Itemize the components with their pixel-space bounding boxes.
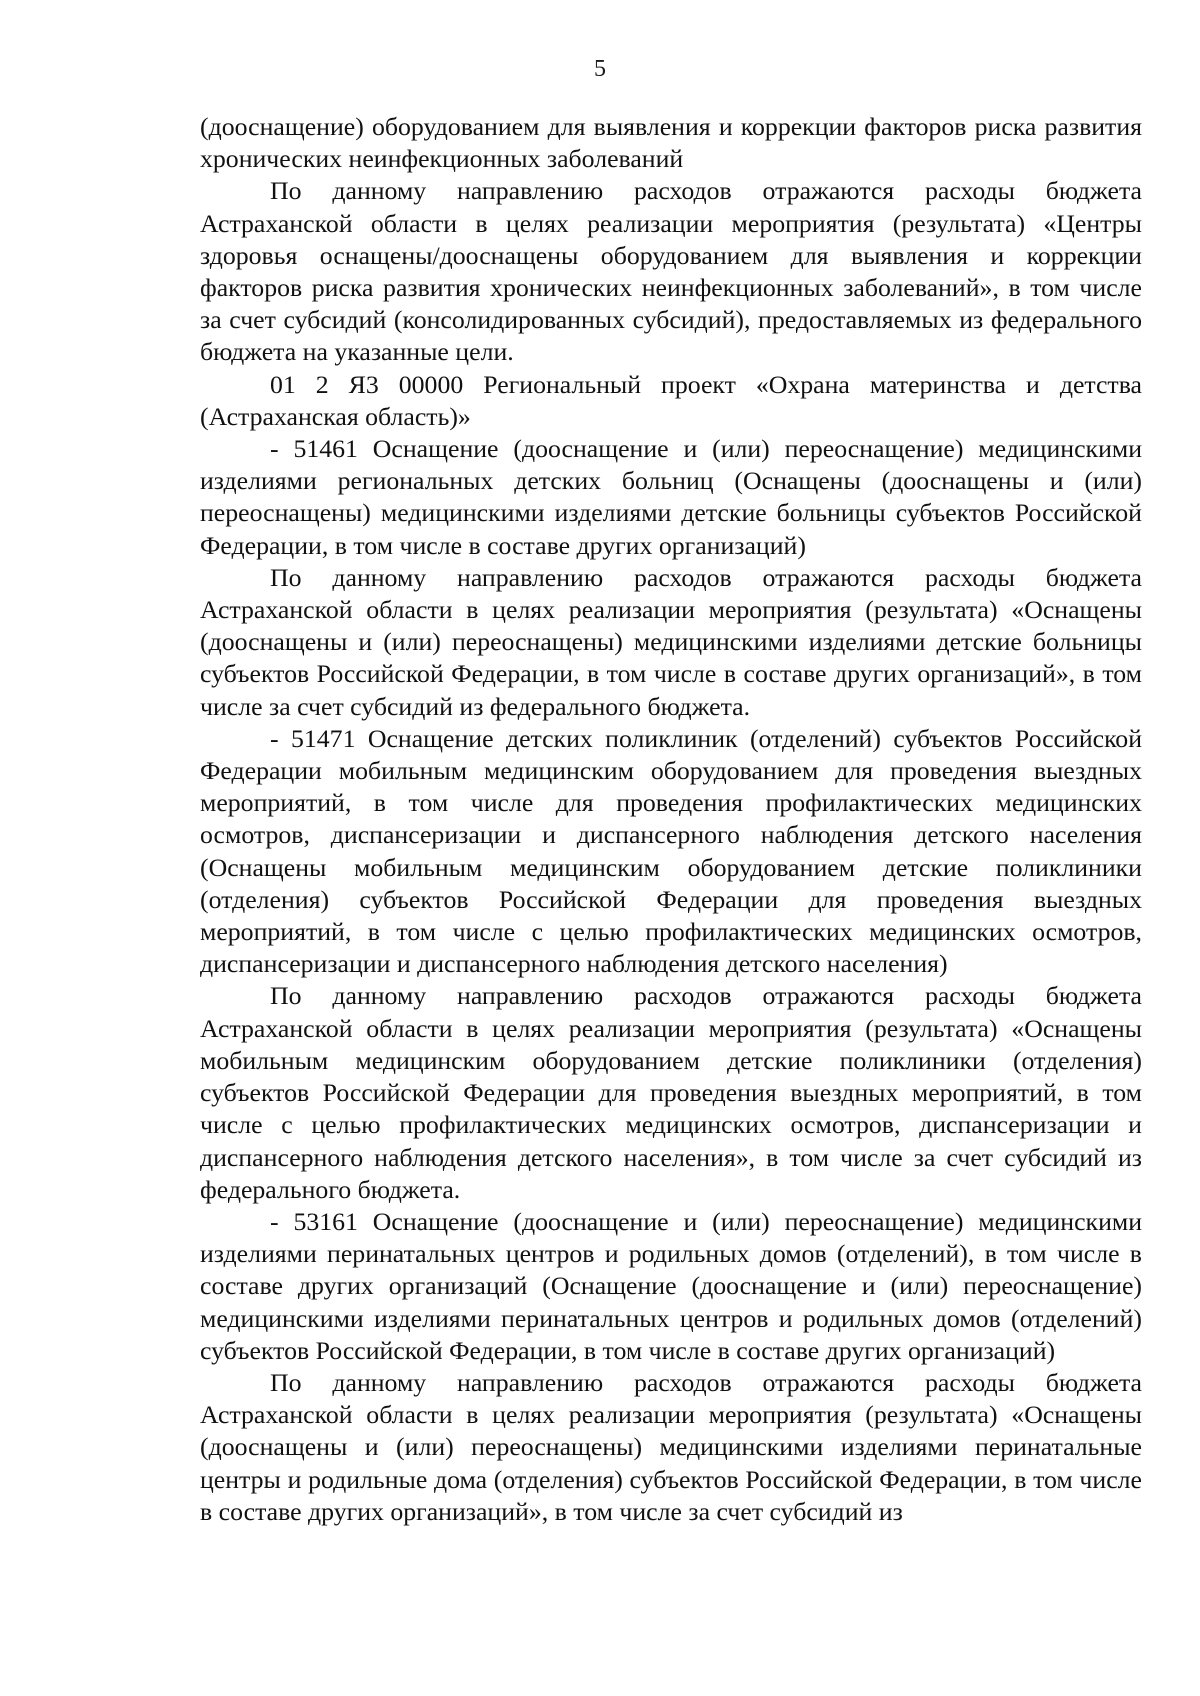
document-body (200, 111, 1142, 1528)
paragraph: По данному направлению расходов отражаются расходы бюджета Астраханской области в целях реализации мероприятия (результата) «Оснащены (дооснащены и (или) переоснащены) медицинскими изделиями детские больницы субъектов Российской Федерации, в том числе в составе других организаций», в том числе за счет субсидий из федерального бюджета. (200, 562, 1142, 721)
paragraph: - 53161 Оснащение (дооснащение и (или) переоснащение) медицинскими изделиями перинатальных центров и родильных домов (отделений), в том числе в составе других организаций (Оснащение (дооснащение и (или) переоснащение) медицинскими изделиями перинатальных центров и родильных домов (отделений) субъектов Российской Федерации, в том числе в составе других организаций) (200, 1206, 1142, 1365)
paragraph: - 51461 Оснащение (дооснащение и (или) переоснащение) медицинскими изделиями региональных детских больниц (Оснащены (дооснащены и (или) переоснащены) медицинскими изделиями детские больницы субъектов Российской Федерации, в том числе в составе других организаций) (200, 434, 1142, 560)
paragraph: По данному направлению расходов отражаются расходы бюджета Астраханской области в целях реализации мероприятия (результата) «Оснащены (дооснащены и (или) переоснащены) медицинскими изделиями перинатальные центры и родильные дома (отделения) субъектов Российской Федерации, в том числе в составе других организаций», в том числе за счет субсидий из (200, 1367, 1142, 1526)
page-number: 5 (594, 56, 606, 82)
paragraph: 01 2 Я3 00000 Региональный проект «Охрана материнства и детства (Астраханская область)» (200, 369, 1142, 431)
paragraph: По данному направлению расходов отражаются расходы бюджета Астраханской области в целях реализации мероприятия (результата) «Центры здоровья оснащены/дооснащены оборудованием для выявления и коррекции факторов риска развития хронических неинфекционных заболеваний», в том числе за счет субсидий (консолидированных субсидий), предоставляемых из федерального бюджета на указанные цели. (200, 176, 1142, 367)
paragraph: По данному направлению расходов отражаются расходы бюджета Астраханской области в целях реализации мероприятия (результата) «Оснащены мобильным медицинским оборудованием детские поликлиники (отделения) субъектов Российской Федерации для проведения выездных мероприятий, в том числе с целью профилактических медицинских осмотров, диспансеризации и диспансерного наблюдения детского населения», в том числе за счет субсидий из федерального бюджета. (200, 981, 1142, 1204)
paragraph: - 51471 Оснащение детских поликлиник (отделений) субъектов Российской Федерации мобильным медицинским оборудованием для проведения выездных мероприятий, в том числе для проведения профилактических медицинских осмотров, диспансеризации и диспансерного наблюдения детского населения (Оснащены мобильным медицинским оборудованием детские поликлиники (отделения) субъектов Российской Федерации для проведения выездных мероприятий, в том числе с целью профилактических медицинских осмотров, диспансеризации и диспансерного наблюдения детского населения) (200, 723, 1142, 979)
paragraph: (дооснащение) оборудованием для выявления и коррекции факторов риска развития хронических неинфекционных заболеваний (200, 112, 1142, 174)
